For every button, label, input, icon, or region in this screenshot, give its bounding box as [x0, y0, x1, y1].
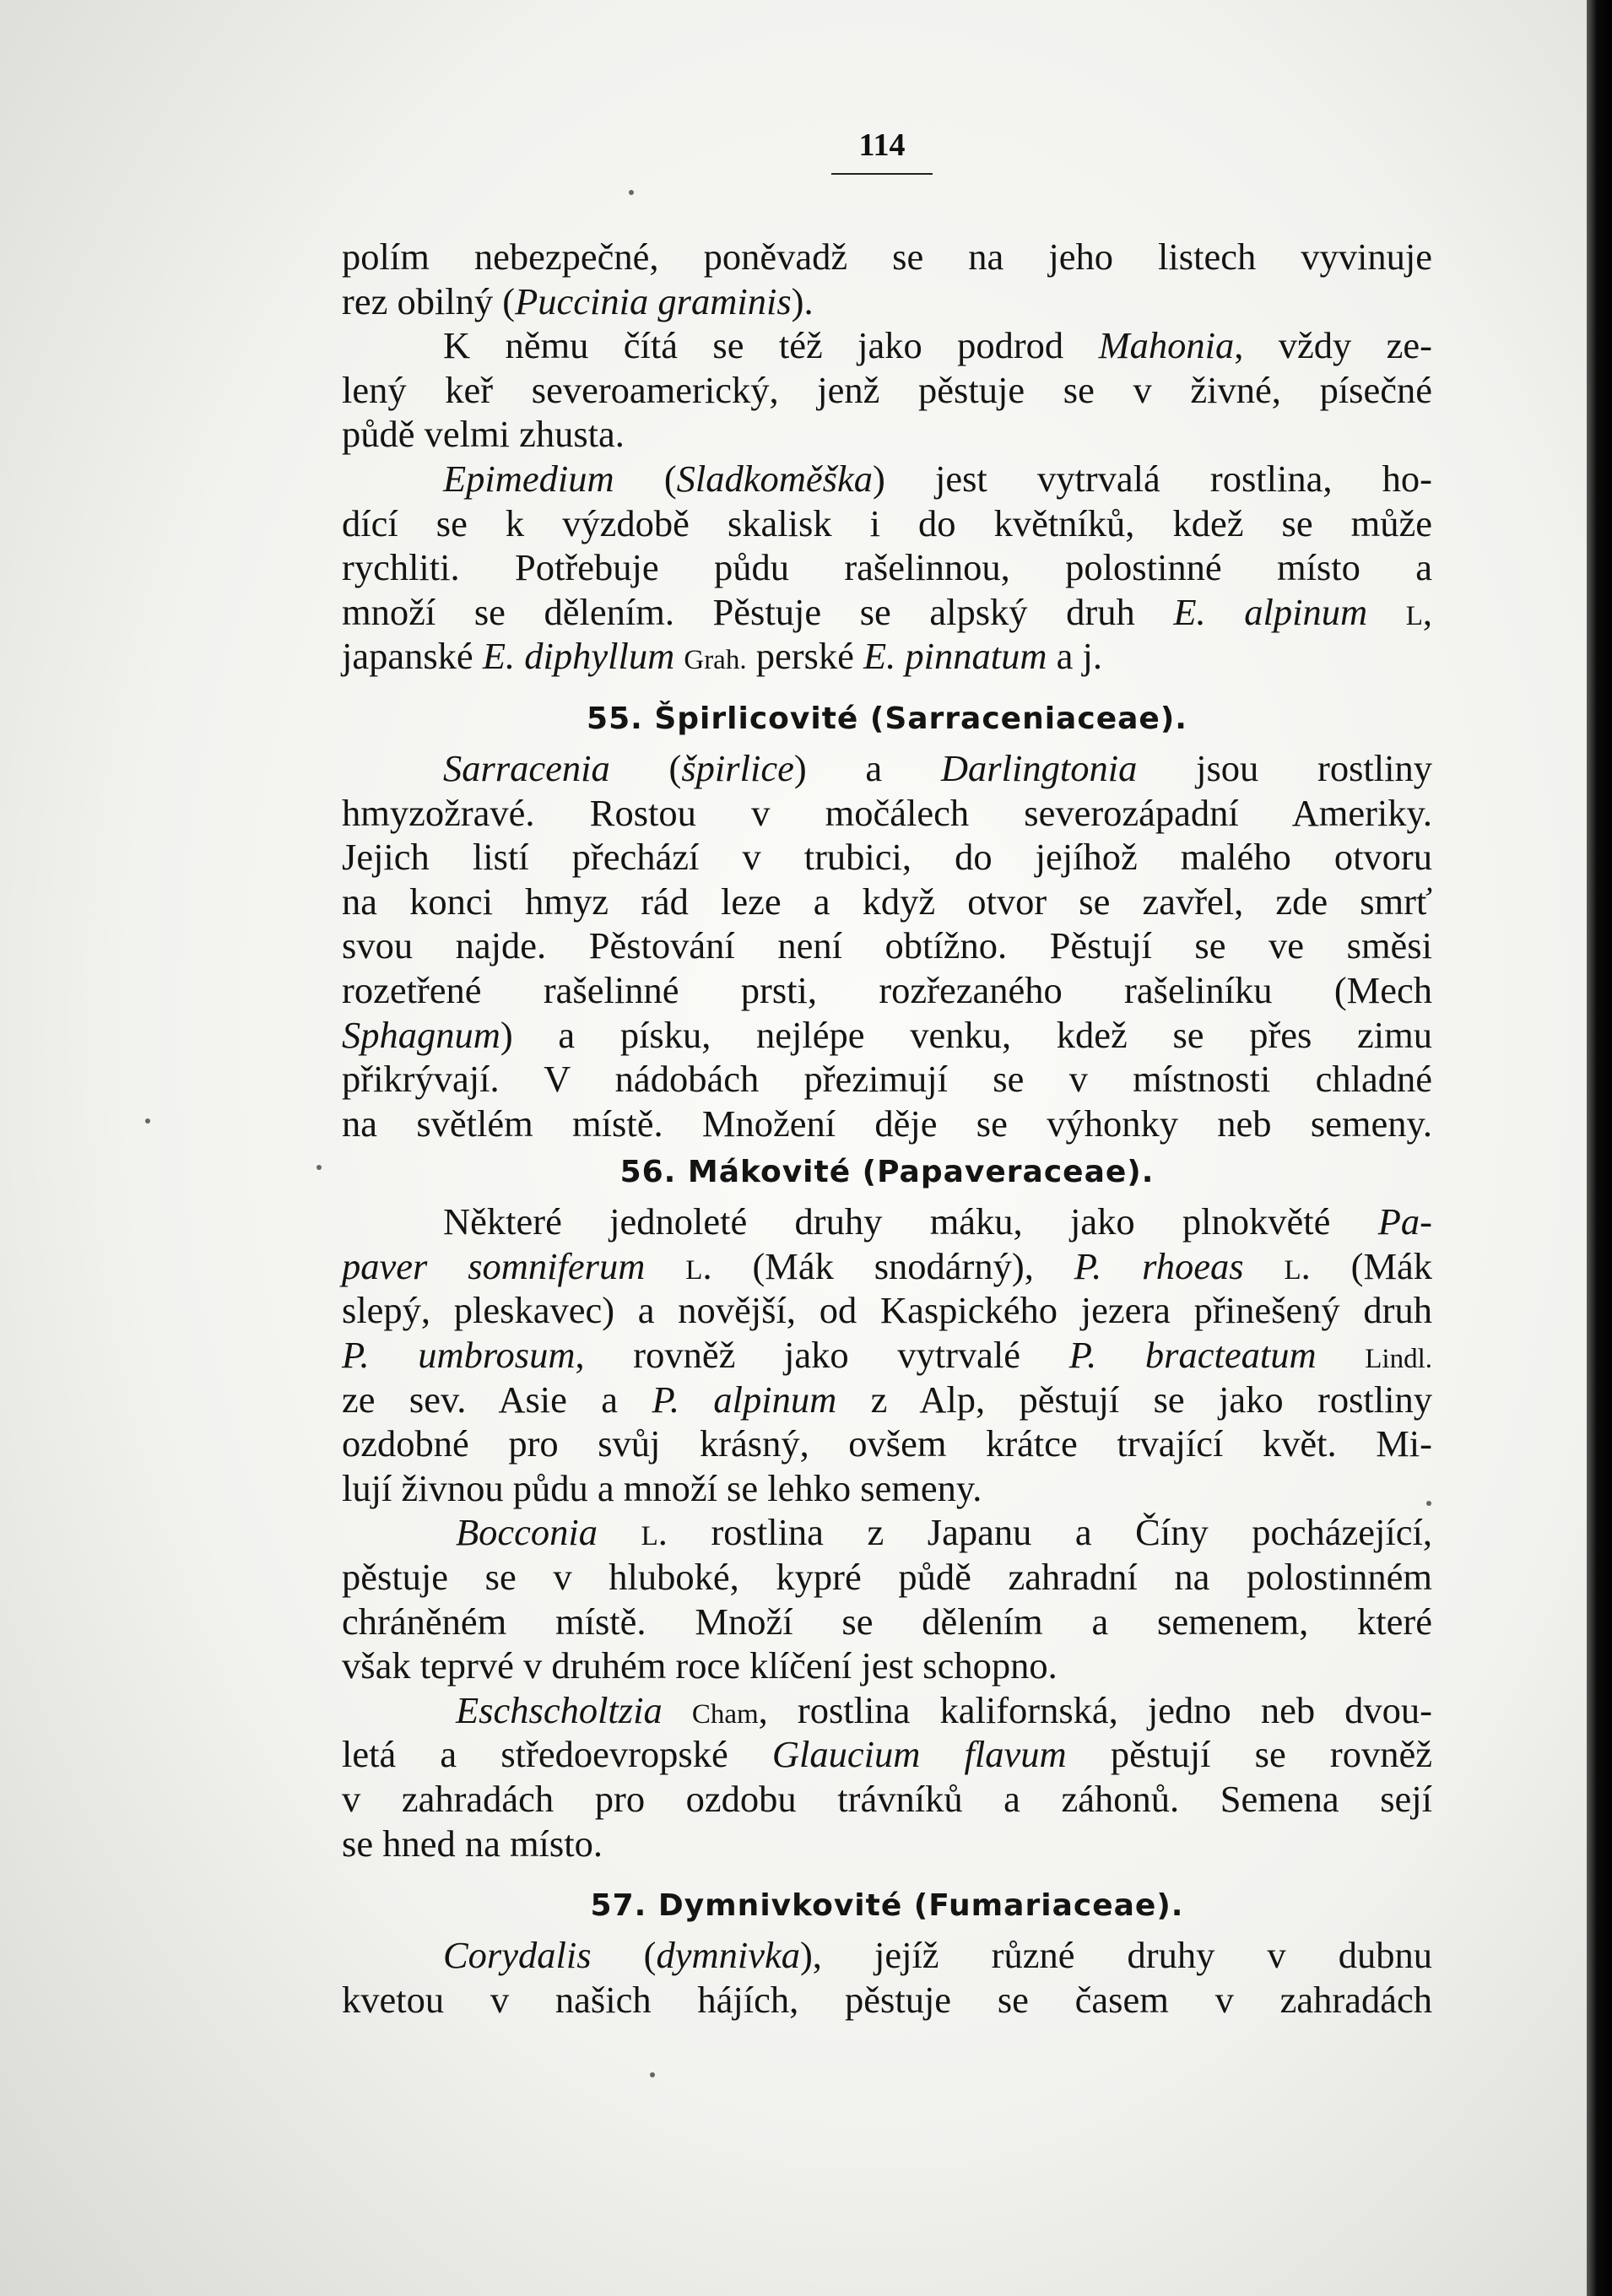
text-line — [342, 412, 1432, 457]
scan-edge — [1587, 0, 1612, 2296]
text-run: Lindl. — [1365, 1344, 1433, 1375]
text-line — [342, 1333, 1432, 1378]
section-heading-56 — [342, 1145, 1432, 1199]
text-run: pěstuje se v hluboké, kypré půdě zahradní na polostinném — [342, 1556, 1432, 1599]
text-line — [342, 323, 1432, 368]
text-run: K němu čítá se též jako podrod — [443, 324, 1099, 367]
text-run: jsou rostliny — [1137, 746, 1432, 789]
text-run: perské — [746, 635, 863, 678]
text-run: svou najde. Pěstování není obtížno. Pěstují se ve směsi — [342, 924, 1432, 967]
text-run: . (Mák — [1301, 1244, 1433, 1287]
text-run: chráněném místě. Množí se dělením a semenem, které — [342, 1600, 1432, 1643]
text-run: P. umbrosum — [342, 1334, 576, 1377]
text-line — [342, 880, 1432, 924]
text-run: Pa- — [1377, 1200, 1432, 1243]
text-run: Jejich listí přechází v trubici, do jejíhož malého otvoru — [342, 836, 1432, 879]
text-run: rozetřené rašelinné prsti, rozřezaného rašeliníku (Mech — [342, 968, 1432, 1011]
text-line — [342, 791, 1432, 836]
text-run: v zahradách pro ozdobu trávníků a záhonů. Semena sejí — [342, 1778, 1432, 1820]
text-run: Některé jednoleté druhy máku, jako plnokvěté — [443, 1200, 1378, 1243]
text-line — [342, 1244, 1432, 1289]
page-number: 114 — [858, 127, 906, 163]
text-run — [645, 1245, 685, 1287]
text-run: E. diphyllum — [482, 635, 675, 678]
text-line — [342, 590, 1432, 635]
text-run: na konci hmyz rád leze a když otvor se zavřel, zde smrť — [342, 880, 1432, 923]
section-heading-55 — [342, 692, 1432, 746]
text-run — [1367, 591, 1406, 633]
text-run: dící se k výzdobě skalisk i do květníků, kdež se může — [342, 501, 1432, 544]
text-line — [342, 923, 1432, 968]
text-run: Sarracenia — [443, 746, 610, 789]
text-line — [342, 1057, 1432, 1102]
text-run: Sladkoměška — [676, 457, 873, 500]
text-line — [342, 1978, 1432, 2023]
text-run: ( — [591, 1934, 657, 1977]
text-line — [342, 968, 1432, 1013]
text-line — [342, 1643, 1432, 1688]
text-run: Sphagnum — [342, 1013, 500, 1056]
text-run: ) a písku, nejlépe venku, kdež se přes zimu — [500, 1013, 1432, 1056]
text-run: přikrývají. V nádobách přezimují se v místnosti chladné — [342, 1058, 1432, 1101]
text-run: Bocconia — [456, 1511, 598, 1554]
text-line — [342, 1102, 1432, 1146]
text-line — [342, 279, 1432, 324]
text-run: ) jest vytrvalá rostlina, ho- — [873, 457, 1432, 500]
text-run: se hned na místo. — [342, 1822, 603, 1865]
text-run: Corydalis — [443, 1934, 592, 1977]
text-run: ), jejíž různé druhy v dubnu — [799, 1934, 1432, 1977]
text-run: L — [1405, 600, 1423, 631]
text-run — [674, 635, 684, 677]
text-run: japanské — [342, 635, 483, 678]
text-line — [342, 1288, 1432, 1333]
text-run: , rostlina kalifornská, jedno neb dvou- — [758, 1688, 1433, 1731]
text-run: Mahonia — [1098, 324, 1235, 367]
text-line — [342, 1822, 1432, 1866]
scan-speck — [650, 2072, 655, 2077]
text-line — [342, 1378, 1432, 1422]
page-body — [342, 235, 1432, 2022]
text-run: půdě velmi zhusta. — [342, 413, 625, 456]
scan-speck — [1426, 1501, 1431, 1506]
text-line — [342, 1600, 1432, 1644]
text-run: L — [685, 1254, 703, 1286]
text-line — [342, 1732, 1432, 1777]
text-run: P. rhoeas — [1074, 1244, 1244, 1287]
text-run: 56. Mákovité (Papaveraceae). — [619, 1155, 1155, 1190]
text-line — [342, 1199, 1432, 1244]
text-line — [342, 1013, 1432, 1058]
text-line — [342, 457, 1432, 501]
text-run: Eschscholtzia — [456, 1688, 663, 1731]
text-run — [1244, 1245, 1285, 1287]
text-line — [342, 1466, 1432, 1511]
text-run — [598, 1511, 641, 1553]
text-run — [663, 1689, 692, 1731]
text-run: P. alpinum — [652, 1378, 837, 1421]
text-run: . (Mák snodárný), — [702, 1244, 1074, 1287]
text-run: , — [1422, 590, 1433, 633]
text-line — [342, 501, 1432, 546]
text-line — [342, 1555, 1432, 1600]
text-run: z Alp, pěstují se jako rostliny — [836, 1378, 1432, 1421]
scan-speck — [145, 1118, 150, 1124]
scan-speck — [316, 1165, 322, 1170]
text-run: Cham — [691, 1698, 759, 1730]
text-run: P. bracteatum — [1068, 1334, 1317, 1377]
text-run — [1317, 1334, 1366, 1376]
text-run: lený keř severoamerický, jenž pěstuje se v živné, písečné — [342, 368, 1432, 411]
text-run: špirlice — [681, 746, 794, 789]
text-run: rez obilný ( — [342, 279, 516, 322]
text-line — [342, 1421, 1432, 1466]
text-run: L — [641, 1521, 658, 1552]
text-run: ze sev. Asie a — [342, 1378, 652, 1421]
text-line — [342, 835, 1432, 880]
text-run: a j. — [1047, 635, 1103, 678]
text-run: ). — [791, 279, 814, 322]
text-run: Epimedium — [443, 457, 614, 500]
text-run: polím nebezpečné, poněvadž se na jeho listech vyvinuje — [342, 236, 1432, 278]
section-heading-57 — [342, 1879, 1432, 1933]
text-run: kvetou v našich hájích, pěstuje se časem v zahradách — [342, 1978, 1432, 2021]
text-line — [342, 1777, 1432, 1822]
text-run: 55. Špirlicovité (Sarraceniaceae). — [587, 701, 1187, 736]
text-run: Darlingtonia — [940, 746, 1138, 789]
text-run: , vždy ze- — [1234, 324, 1432, 367]
text-run: dymnivka — [656, 1934, 800, 1977]
text-line — [342, 634, 1432, 679]
text-run: ozdobné pro svůj krásný, ovšem krátce trvající květ. Mi- — [342, 1422, 1432, 1465]
text-run: ) a — [793, 746, 941, 789]
text-line — [342, 1933, 1432, 1978]
text-run: ( — [609, 746, 682, 789]
text-line — [342, 235, 1432, 279]
text-run: ( — [614, 457, 677, 500]
text-line — [342, 545, 1432, 590]
text-run: však teprvé v druhém roce klíčení jest schopno. — [342, 1644, 1058, 1687]
text-run: 57. Dymnivkovité (Fumariaceae). — [590, 1888, 1184, 1924]
text-run: . rostlina z Japanu a Číny pocházející, — [657, 1511, 1432, 1554]
text-run: Puccinia graminis — [515, 279, 792, 322]
text-run: E. alpinum — [1173, 590, 1368, 633]
text-run: Glaucium flavum — [771, 1733, 1067, 1776]
text-run: Grah. — [684, 645, 747, 676]
scan-speck — [629, 190, 634, 195]
text-run: paver somniferum — [342, 1244, 646, 1287]
text-line — [342, 1510, 1432, 1555]
text-run: pěstují se rovněž — [1066, 1733, 1432, 1776]
text-run: L — [1284, 1254, 1301, 1286]
text-run: lují živnou půdu a množí se lehko semeny. — [342, 1466, 982, 1509]
text-run: množí se dělením. Pěstuje se alpský druh — [342, 590, 1174, 633]
text-run: rychliti. Potřebuje půdu rašelinnou, polostinné místo a — [342, 546, 1432, 589]
text-run: letá a středoevropské — [342, 1733, 772, 1776]
text-line — [342, 1688, 1432, 1733]
text-run: , rovněž jako vytrvalé — [575, 1334, 1069, 1377]
text-line — [342, 368, 1432, 413]
text-line — [342, 746, 1432, 791]
text-run: E. pinnatum — [863, 635, 1047, 678]
text-run: na světlém místě. Množení děje se výhonky neb semeny. — [342, 1102, 1432, 1145]
page-number-rule — [831, 173, 933, 175]
text-run: slepý, pleskavec) a novější, od Kaspického jezera přinešený druh — [342, 1289, 1432, 1332]
text-run: hmyzožravé. Rostou v močálech severozápadní Ameriky. — [342, 791, 1432, 834]
